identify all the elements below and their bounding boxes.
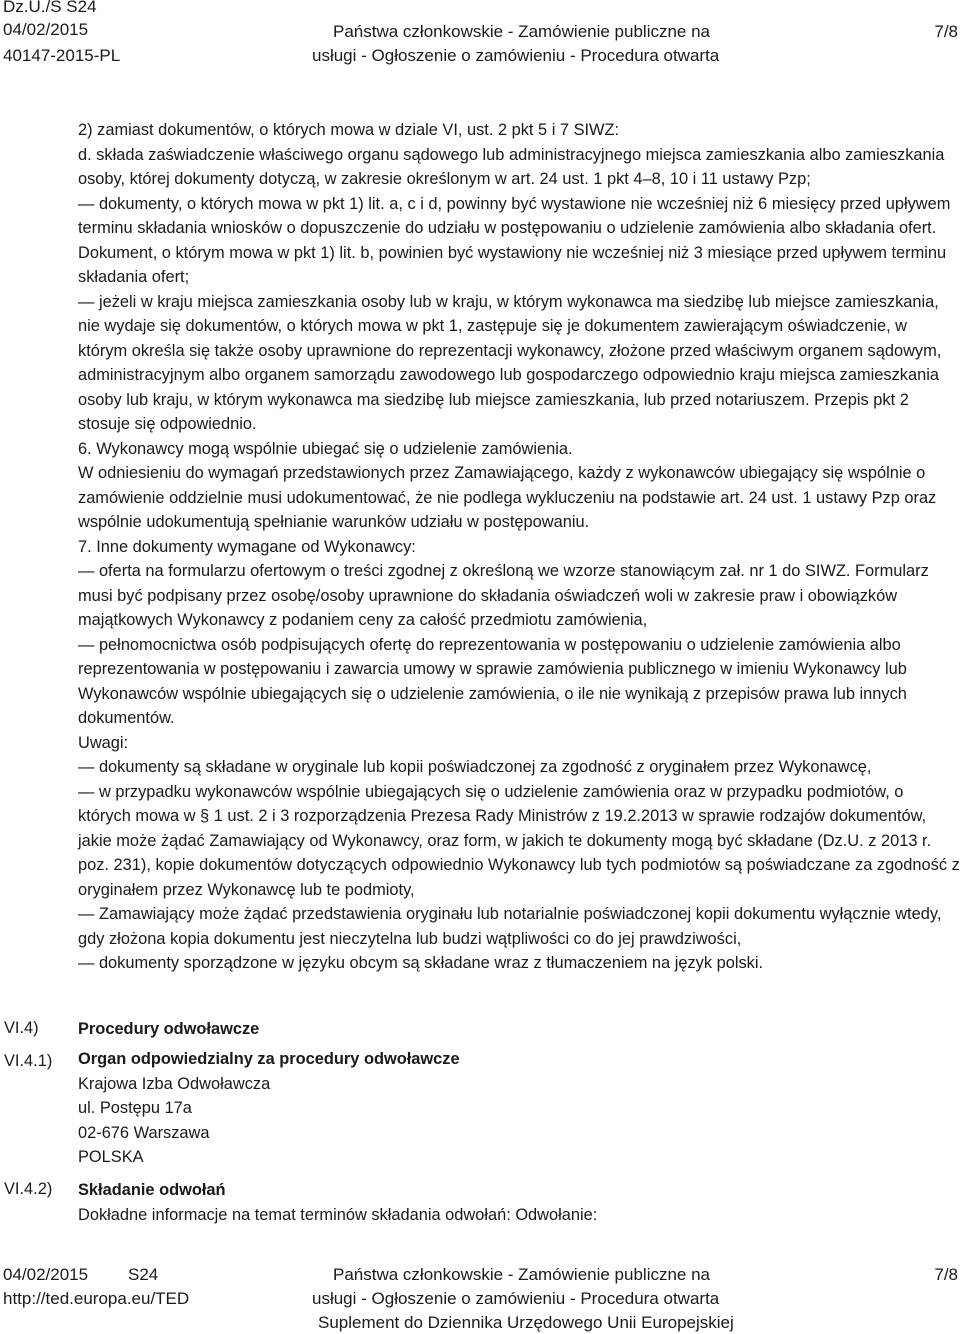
section-vi42 bbox=[78, 1178, 597, 1227]
paragraph: d. składa zaświadczenie właściwego organu sądowego lub administracyjnego miejsca zamieszkania albo zamieszkania osoby, której dokumenty dotyczą, w zakresie określonym w art. 24 ust. 1 pkt 4–8, 10 i 11 ustawy Pzp; bbox=[78, 145, 945, 188]
header-page-number: 7/8 bbox=[934, 22, 958, 41]
header-date: 04/02/2015 bbox=[3, 20, 89, 39]
footer-title-line3: Suplement do Dziennika Urzędowego Unii Europejskiej bbox=[318, 1313, 734, 1332]
paragraph: — dokumenty są składane w oryginale lub kopii poświadczonej za zgodność z oryginałem przez Wykonawcę, bbox=[78, 758, 872, 776]
section-title-vi4: Procedury odwoławcze bbox=[78, 1020, 260, 1038]
paragraph: 6. Wykonawcy mogą wspólnie ubiegać się o udzielenie zamówienia. bbox=[78, 439, 573, 458]
paragraph: Uwagi: bbox=[78, 733, 129, 752]
paragraph: — jeżeli w kraju miejsca zamieszkania osoby lub w kraju, w którym wykonawca ma siedzibę lub miejsce zamieszkania, nie wydaje się dokumentów, o których mowa w pkt 1, zastępuje się je dokumentem zawierającym oświadczenie, w którym określa się także osoby uprawnione do reprezentacji wykonawcy, złożone przed właściwym organem sądowym, administracyjnym albo organem samorządu zawodowego lub gospodarczego odpowiednio kraju miejsca zamieszkania osoby lub kraju, w którym wykonawca ma siedzibę lub miejsce zamieszkania, lub przed notariuszem. Przepis pkt 2 stosuje się odpowiednio. bbox=[78, 292, 942, 433]
section-title-vi42: Składanie odwołań bbox=[78, 1181, 226, 1199]
organ-name: Krajowa Izba Odwoławcza bbox=[78, 1074, 271, 1093]
section-vi41 bbox=[78, 1047, 460, 1170]
section-number-vi4: VI.4) bbox=[4, 1019, 39, 1037]
paragraph: — oferta na formularzu ofertowym o treści zgodnej z określoną we wzorze stanowiącym zał. nr 1 do SIWZ. Formularz musi być podpisany przez osobę/osoby uprawnione do składania oświadczeń woli w zakresie praw i obowiązków majątkowych Wykonawcy z podaniem ceny za całość przedmiotu zamówienia, bbox=[78, 562, 929, 629]
footer-title-line1: Państwa członkowskie - Zamówienie publiczne na bbox=[333, 1265, 711, 1284]
paragraph: — w przypadku wykonawców wspólnie ubiegających się o udzielenie zamówienia oraz w przypadku podmiotów, o których mowa w § 1 ust. 2 i 3 rozporządzenia Prezesa Rady Ministrów z 19.2.2013 w sprawie rodzajów dokumentów, jakie może żądać Zamawiający od Wykonawcy, oraz form, w jakich te dokumenty mogą być składane (Dz.U. z 2013 r. poz. 231), kopie dokumentów dotyczących odpowiednio Wykonawcy lub tych podmiotów są poświadczane za zgodność z oryginałem przez Wykonawcę lub te podmioty, bbox=[78, 782, 960, 899]
header-title-line1: Państwa członkowskie - Zamówienie publiczne na bbox=[333, 22, 711, 41]
organ-city: 02-676 Warszawa bbox=[78, 1123, 210, 1142]
paragraph: — pełnomocnictwa osób podpisujących ofertę do reprezentowania w postępowaniu o udzielenie zamówienia albo reprezentowania w postępowaniu i zawarcia umowy w sprawie zamówienia publicznego w imieniu Wykonawcy lub Wykonawców wspólnie ubiegających się o udzielenie zamówienia, o ile nie wynikają z przepisów prawa lub innych dokumentów. bbox=[78, 635, 907, 727]
organ-street: ul. Postępu 17a bbox=[78, 1099, 192, 1117]
document-id: 40147-2015-PL bbox=[3, 46, 121, 65]
paragraph: — dokumenty sporządzone w języku obcym są składane wraz z tłumaczeniem na język polski. bbox=[78, 954, 764, 972]
paragraph: — dokumenty, o których mowa w pkt 1) lit. a, c i d, powinny być wystawione nie wcześniej niż 6 miesięcy przed upływem terminu składania wniosków o dopuszczenie do udziału w postępowaniu o udzielenie zamówienia albo składania ofert. Dokument, o którym mowa w pkt 1) lit. b, powinien być wystawiony nie wcześniej niż 3 miesiące przed upływem terminu składania ofert; bbox=[78, 194, 951, 286]
section-number-vi42: VI.4.2) bbox=[4, 1180, 53, 1198]
header-title-line2: usługi - Ogłoszenie o zamówieniu - Procedura otwarta bbox=[312, 46, 720, 65]
paragraph: W odniesieniu do wymagań przedstawionych przez Zamawiającego, każdy z wykonawców ubiegający się wspólnie o zamówienie oddzielnie musi udokumentować, że nie podlega wykluczeniu na podstawie art. 24 ust. 1 ustawy Pzp oraz wspólnie udokumentują spełnianie warunków udziału w postępowaniu. bbox=[78, 464, 937, 531]
section-title-vi41: Organ odpowiedzialny za procedury odwoławcze bbox=[78, 1050, 460, 1068]
document-body bbox=[78, 118, 960, 976]
appeal-info: Dokładne informacje na temat terminów składania odwołań: Odwołanie: bbox=[78, 1205, 598, 1224]
footer-date: 04/02/2015 bbox=[3, 1265, 89, 1284]
paragraph: 7. Inne dokumenty wymagane od Wykonawcy: bbox=[78, 537, 416, 556]
footer-title-line2: usługi - Ogłoszenie o zamówieniu - Procedura otwarta bbox=[312, 1289, 720, 1308]
footer-url: http://ted.europa.eu/TED bbox=[3, 1289, 190, 1308]
footer-series: S24 bbox=[128, 1265, 159, 1284]
page-header bbox=[0, 0, 960, 70]
section-number-vi41: VI.4.1) bbox=[4, 1052, 53, 1070]
organ-country: POLSKA bbox=[78, 1148, 144, 1166]
footer-page-number: 7/8 bbox=[934, 1265, 958, 1284]
paragraph: 2) zamiast dokumentów, o których mowa w dziale VI, ust. 2 pkt 5 i 7 SIWZ: bbox=[78, 121, 620, 139]
journal-ref: Dz.U./S S24 bbox=[3, 0, 97, 16]
paragraph: — Zamawiający może żądać przedstawienia oryginału lub notarialnie poświadczonej kopii dokumentu wyłącznie wtedy, gdy złożona kopia dokumentu jest nieczytelna lub budzi wątpliwości co do jej prawdziwości, bbox=[78, 905, 942, 948]
page-footer bbox=[0, 1262, 960, 1334]
